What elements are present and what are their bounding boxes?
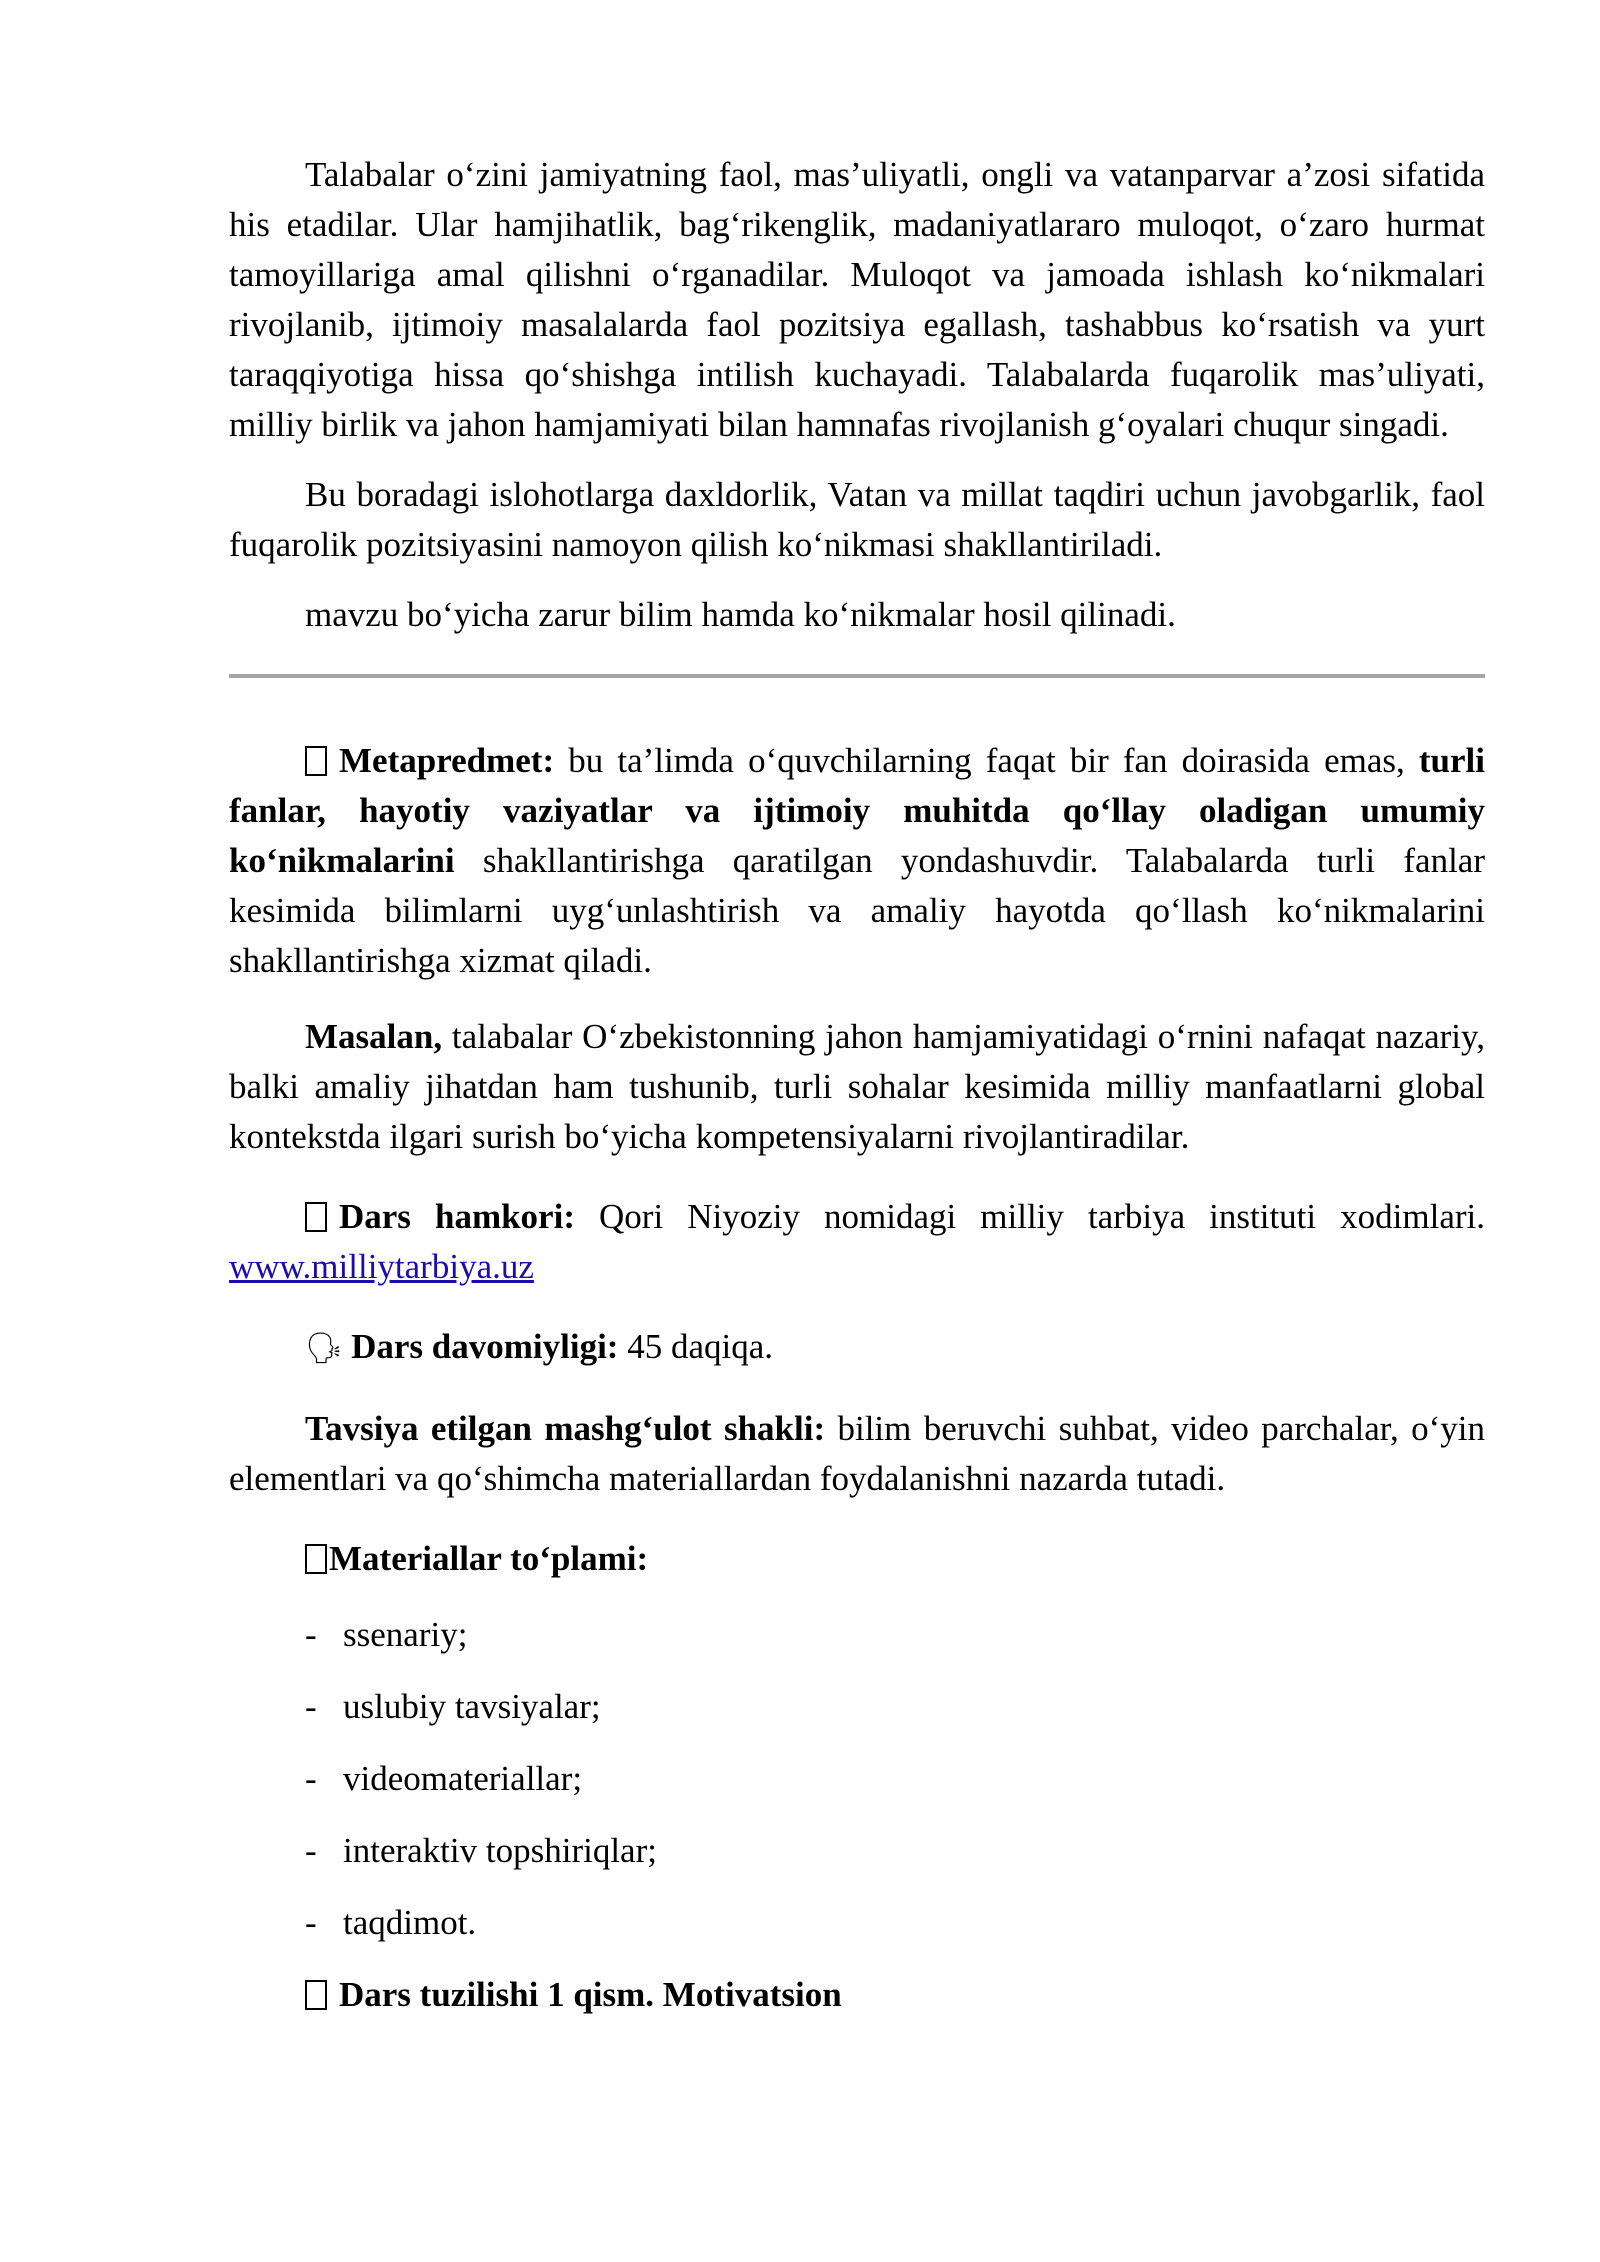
missing-glyph-icon — [305, 1202, 327, 1232]
list-dash: - — [305, 1615, 317, 1654]
materiallar-list — [305, 1610, 1485, 1948]
list-item-text: uslubiy tavsiyalar; — [343, 1687, 601, 1726]
metapredmet-bold-text: turli fanlar, hayotiy vaziyatlar va ijtimoiy muhitda qo‘llay oladigan umumiy ko‘nikmalarini — [229, 741, 1485, 880]
speaking-head-icon: 🗣 — [305, 1331, 344, 1366]
shakl-text: bilim beruvchi suhbat, video parchalar, o‘yin elementlari va qo‘shimcha materiallardan foydalanishni nazarda tutadi. — [229, 1409, 1485, 1498]
materiallar-label: Materiallar to‘plami: — [329, 1539, 649, 1578]
tuzilish-label: Dars tuzilishi 1 qism. Motivatsion — [339, 1975, 842, 2014]
list-item-text: interaktiv topshiriqlar; — [343, 1831, 657, 1870]
metapredmet-text-2: shakllantirishga qaratilgan yondashuvdir. Talabalarda turli fanlar kesimida bilimlarni uyg‘unlashtirish va amaliy hayotda qo‘llash ko‘nikmalarini shakllantirishga xizmat qiladi. — [229, 841, 1485, 980]
hamkor-paragraph — [229, 1192, 1485, 1292]
hamkor-label: Dars hamkori: — [339, 1197, 575, 1236]
masalan-paragraph — [229, 1012, 1485, 1162]
metapredmet-paragraph — [229, 736, 1485, 986]
missing-glyph-icon — [305, 746, 327, 776]
milliytarbiya-link[interactable]: www.milliytarbiya.uz — [229, 1247, 534, 1286]
list-item — [305, 1682, 1485, 1732]
list-dash: - — [305, 1831, 317, 1870]
paragraph-reforms: Bu boradagi islohotlarga daxldorlik, Vatan va millat taqdiri uchun javobgarlik, faol fuqarolik pozitsiyasini namoyon qilish ko‘nikmasi shakllantiriladi. — [229, 475, 1485, 564]
list-dash: - — [305, 1759, 317, 1798]
metapredmet-label: Metapredmet: — [339, 741, 555, 780]
shakl-label: Tavsiya etilgan mashg‘ulot shakli: — [305, 1409, 826, 1448]
list-dash: - — [305, 1687, 317, 1726]
list-item — [305, 1898, 1485, 1948]
hamkor-text: Qori Niyoziy nomidagi milliy tarbiya instituti xodimlari. — [574, 1197, 1486, 1236]
missing-glyph-icon — [305, 1544, 327, 1574]
list-item — [305, 1754, 1485, 1804]
davomiylik-label: Dars davomiyligi: — [351, 1327, 619, 1366]
materiallar-heading — [229, 1534, 1485, 1584]
list-item — [305, 1826, 1485, 1876]
list-item-text: videomateriallar; — [343, 1759, 583, 1798]
shakl-paragraph — [229, 1404, 1485, 1504]
tuzilish-heading — [229, 1970, 1485, 2020]
davomiylik-text: 45 daqiqa. — [618, 1327, 773, 1366]
list-item-text: ssenariy; — [343, 1615, 468, 1654]
list-dash: - — [305, 1903, 317, 1942]
masalan-label: Masalan, — [305, 1017, 443, 1056]
horizontal-divider — [229, 674, 1485, 678]
list-item-text: taqdimot. — [343, 1903, 477, 1942]
masalan-text: talabalar O‘zbekistonning jahon hamjamiyatidagi o‘rnini nafaqat nazariy, balki amaliy jihatdan ham tushunib, turli sohalar kesimida milliy manfaatlarni global kontekstda ilgari surish bo‘yicha kompetensiyalarni rivojlantiradilar. — [229, 1017, 1485, 1156]
missing-glyph-icon — [305, 1980, 327, 2010]
davomiylik-paragraph — [229, 1322, 1485, 1374]
paragraph-intro: Talabalar o‘zini jamiyatning faol, mas’uliyatli, ongli va vatanparvar a’zosi sifatida his etadilar. Ular hamjihatlik, bag‘rikenglik, madaniyatlararo muloqot, o‘zaro hurmat tamoyillariga amal qilishni o‘rganadilar. Muloqot va jamoada ishlash ko‘nikmalari rivojlanib, ijtimoiy masalalarda faol pozitsiya egallash, tashabbus ko‘rsatish va yurt taraqqiyotiga hissa qo‘shishga intilish kuchayadi. Talabalarda fuqarolik mas’uliyati, milliy birlik va jahon hamjamiyati bilan hamnafas rivojlanish g‘oyalari chuqur singadi. — [229, 155, 1485, 444]
list-item — [305, 1610, 1485, 1660]
paragraph-topic: mavzu bo‘yicha zarur bilim hamda ko‘nikmalar hosil qilinadi. — [305, 595, 1176, 634]
metapredmet-text-1: bu ta’limda o‘quvchilarning faqat bir fan doirasida emas, — [554, 741, 1419, 780]
document-page — [229, 150, 1485, 2020]
